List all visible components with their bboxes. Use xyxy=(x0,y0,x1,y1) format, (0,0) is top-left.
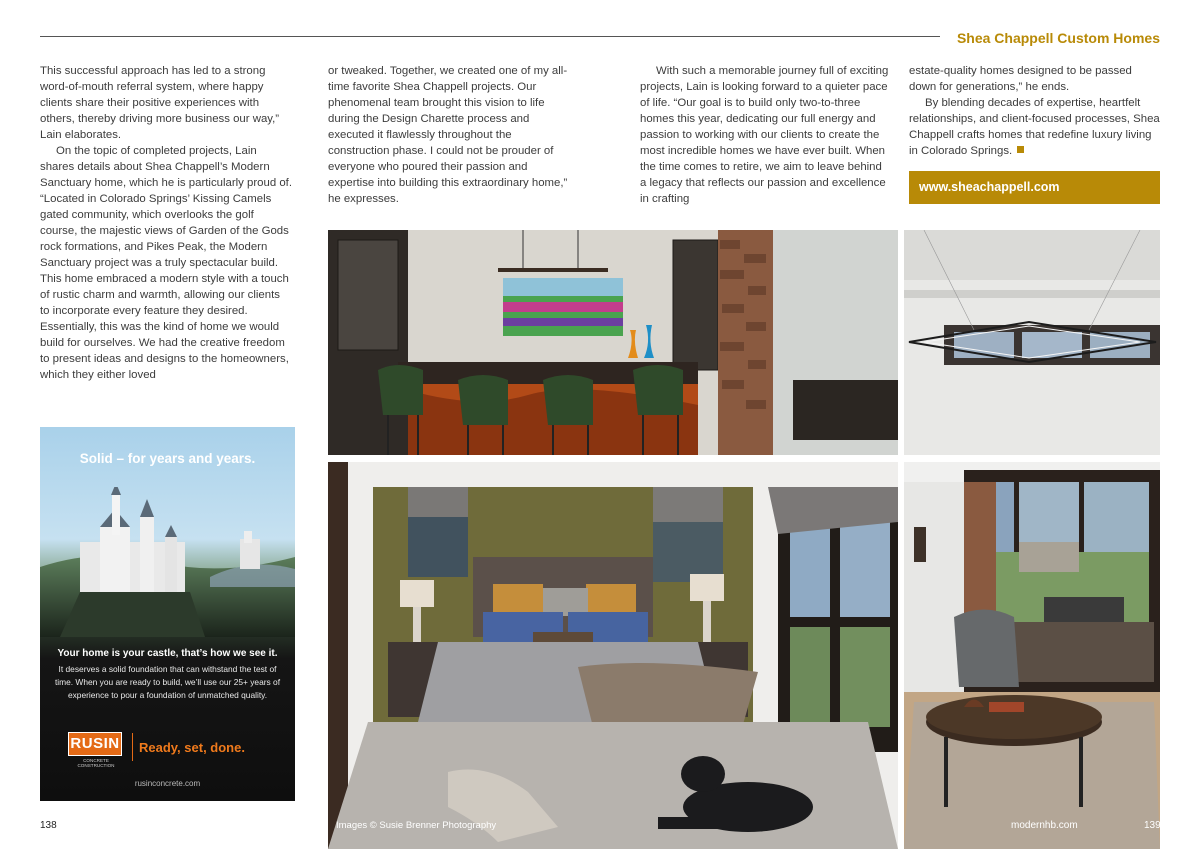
page-number-left: 138 xyxy=(40,820,57,831)
castle-image xyxy=(40,487,295,637)
paragraph xyxy=(909,95,1160,159)
text-column-3 xyxy=(640,63,890,207)
website-link[interactable]: www.sheachappell.com xyxy=(909,171,1160,204)
kitchen-bar-photo xyxy=(328,230,898,455)
page-number-right: 139 xyxy=(1144,820,1161,831)
text-column-4 xyxy=(909,63,1160,159)
paragraph: This successful approach has led to a strong word-of-mouth referral system, where happy clients share their positive experiences with others, thereby driving more business our way,” Lain elaborates. xyxy=(40,65,280,141)
ad-tagline: Ready, set, done. xyxy=(139,740,245,755)
rusin-advertisement[interactable] xyxy=(40,427,295,801)
closing-text: By blending decades of expertise, heartfelt relationships, and client-focused processes, Shea Chappell crafts homes that redefine luxury living in Colorado Springs. xyxy=(909,97,1160,157)
logo-text: RUSIN xyxy=(70,735,120,752)
header-rule xyxy=(40,36,940,37)
site-name: modernhb.com xyxy=(1011,820,1078,831)
text-column-1 xyxy=(40,63,292,383)
bedroom-photo xyxy=(328,462,898,849)
living-room-photo xyxy=(904,462,1160,849)
ad-url[interactable]: rusinconcrete.com xyxy=(134,779,201,788)
rusin-logo xyxy=(68,732,122,756)
logo-subtext: CONCRETE CONSTRUCTION xyxy=(77,758,115,768)
ad-subhead: Your home is your castle, that’s how we see it. xyxy=(57,648,278,659)
ad-headline: Solid – for years and years. xyxy=(79,451,256,466)
paragraph: estate-quality homes designed to be passed down for generations,” he ends. xyxy=(909,65,1132,93)
paragraph: On the topic of completed projects, Lain shares details about Shea Chappell’s Modern Sanctuary home, which he is particularly proud of. “Located in Colorado Springs’ Kissing Camels gated community, which overlooks the golf course, the majestic views of Garden of the Gods rock formations, and Pikes Peak, the Modern Sanctuary project was a truly spectacular build. This home embraced a modern style with a touch of rustic charm and warmth, allowing our clients to incorporate every feature they desired. Essentially, this was the kind of home we would build for ourselves. We had the creative freedom to present ideas and designs to the homeowners, which they either loved xyxy=(40,145,292,381)
end-mark-icon xyxy=(1017,146,1024,153)
paragraph: or tweaked. Together, we created one of my all-time favorite Shea Chappell projects. Our phenomenal team brought this vision to life during the Design Charette process and executed it flawlessly throughout the construction phase. I could not be prouder of everyone who poured their passion and expertise into building this extraordinary home,” he expresses. xyxy=(328,65,568,205)
section-brand-title: Shea Chappell Custom Homes xyxy=(956,30,1160,46)
ad-body: It deserves a solid foundation that can withstand the test of time. When you are ready to build, we’ll use our 25+ years of experience to pour a foundation of unmatched quality. xyxy=(54,664,281,700)
photo-credit: Images © Susie Brenner Photography xyxy=(336,820,497,831)
ceiling-light-photo xyxy=(904,230,1160,455)
paragraph: With such a memorable journey full of exciting projects, Lain is looking forward to a quieter pace of life. “Our goal is to build only two-to-three homes this year, dedicating our full energy and passion to working with our clients to create the most incredible homes we have ever built. When the time comes to retire, we aim to leave behind a legacy that reflects our passion and excellence in crafting xyxy=(640,65,889,205)
text-column-2 xyxy=(328,63,568,207)
ad-divider xyxy=(132,733,133,761)
